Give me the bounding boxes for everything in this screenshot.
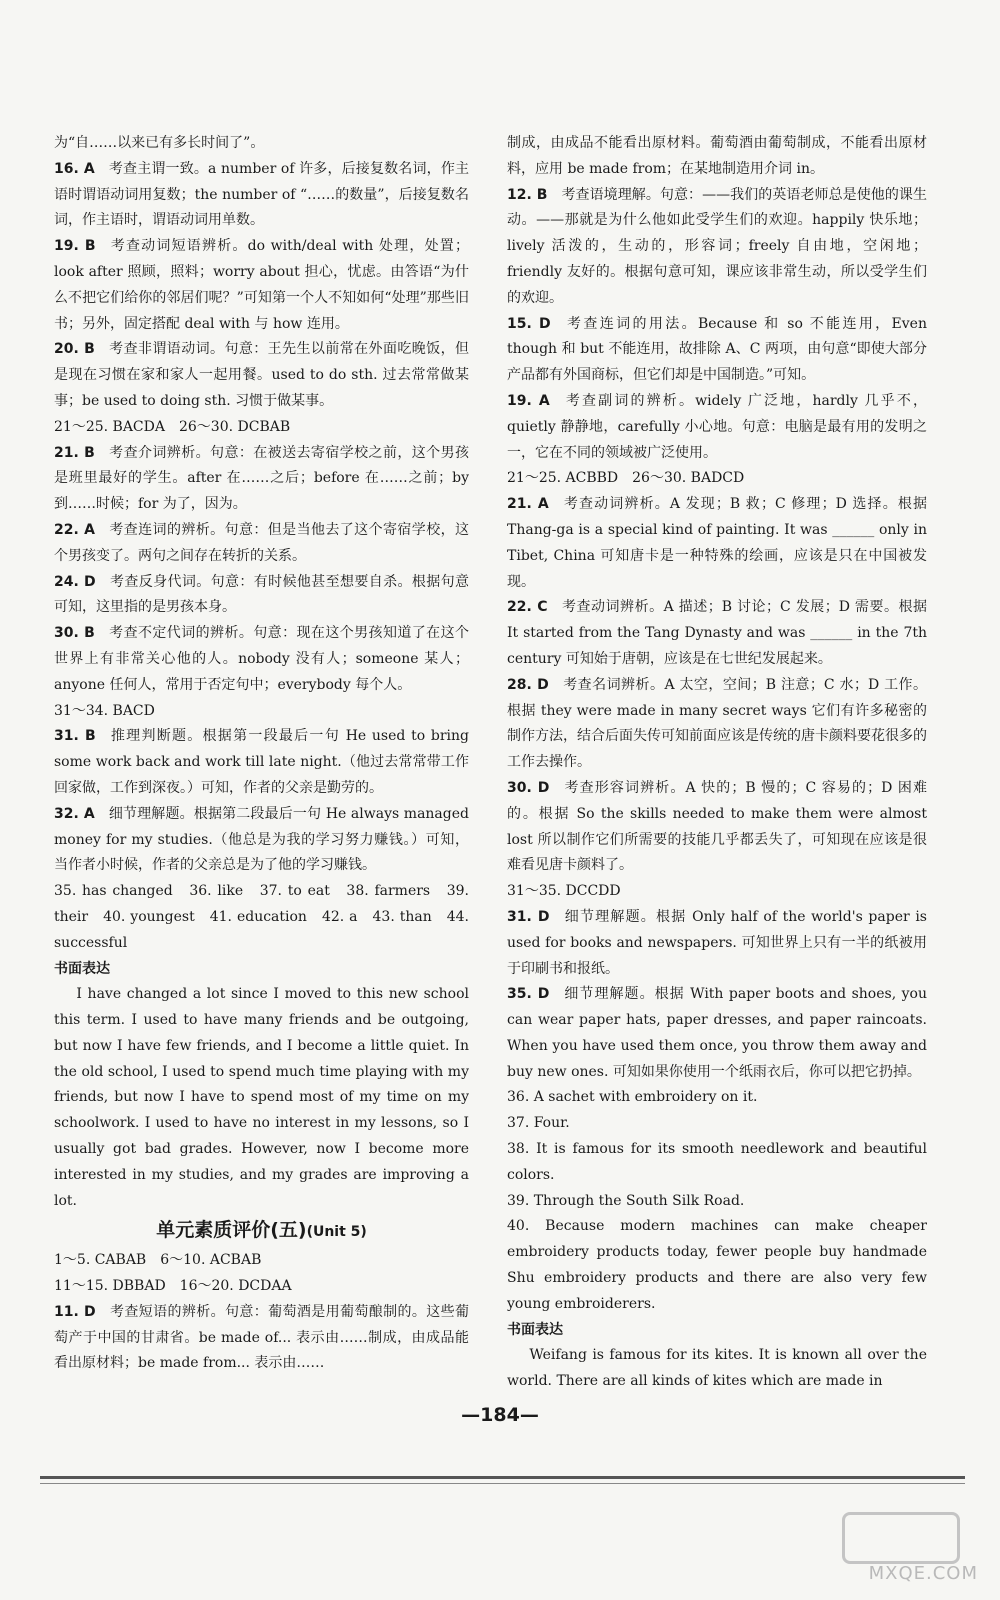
- answer-item: [54, 518, 469, 570]
- answer-explanation: 细节理解题。根据 Only half of the world's paper is used for books and newspapers. 可知世界上只有一半的纸被用于印刷书和报纸。: [507, 908, 927, 977]
- question-number: 21. A: [507, 496, 549, 513]
- section-subheading: 书面表达: [507, 1321, 563, 1338]
- answer-item: [507, 776, 927, 879]
- answer-explanation: 细节理解题。根据 With paper boots and shoes, you can wear paper hats, paper dresses, and paper raincoats. When you have used them once, you throw them away and buy new ones. 可知如果你使用一个纸雨衣后，你可以把它扔掉。: [507, 986, 928, 1080]
- question-number: 20. B: [54, 341, 95, 358]
- answer-line: 31～34. BACD: [54, 702, 155, 719]
- answer-explanation: 细节理解题。根据第二段最后一句 He always managed money for my studies.（他总是为我的学习努力赚钱。）可知，当作者小时候，作者的父亲总是为了他的学习赚钱。: [54, 805, 469, 874]
- answer-item: [54, 441, 469, 518]
- question-number: 15. D: [507, 315, 551, 332]
- question-number: 31. D: [507, 908, 550, 925]
- answer-explanation: 推理判断题。根据第一段最后一句 He used to bring some work back and work till late night.（他过去常常带工作回家做，工作到深夜。）可知，作者的父亲是勤劳的。: [54, 728, 469, 796]
- answer-explanation: 考查非谓语动词。句意：王先生以前常在外面吃晚饭，但是现在习惯在家和家人一起用餐。used to do sth. 过去常常做某事；be used to doing sth. 习惯于做某事。: [54, 341, 469, 409]
- answer-item: [507, 595, 927, 672]
- answer-line: 1～5. CABAB 6～10. ACBAB: [54, 1252, 262, 1269]
- answer-explanation: 考查不定代词的辨析。句意：现在这个男孩知道了在这个世界上有非常关心他的人。nobody 没有人；someone 某人；anyone 任何人，常用于否定句中；everybody 每个人。: [54, 625, 469, 693]
- section-title-text: 单元素质评价(五): [156, 1219, 307, 1242]
- answer-item: [54, 1300, 469, 1377]
- section-subheading: 书面表达: [54, 960, 110, 977]
- essay-paragraph: Weifang is famous for its kites. It is known all over the world. There are all kinds of kites which are made in: [507, 1347, 927, 1390]
- answer-line: 38. It is famous for its smooth needlework and beautiful colors.: [507, 1141, 927, 1183]
- answer-item: [54, 724, 469, 801]
- answer-line: 40. Because modern machines can make cheaper embroidery products today, fewer people buy handmade Shu embroidery products and there are also very few young embroiderers.: [507, 1218, 927, 1312]
- answer-line: 39. Through the South Silk Road.: [507, 1192, 745, 1209]
- answer-explanation: 考查短语的辨析。句意：葡萄酒是用葡萄酿制的。这些葡萄产于中国的甘肃省。be made of... 表示由……制成，由成品能看出原材料；be made from... 表示由……: [54, 1303, 470, 1372]
- answer-explanation: 考查形容词辨析。A 快的；B 慢的；C 容易的；D 困难的。根据 So the skills needed to make them were almost lost 所以制作它们所需要的技能几乎都丢失了，可知现在应该是很难看见唐卡颜料了。: [507, 779, 928, 874]
- answer-line: 21～25. BACDA 26～30. DCBAB: [54, 418, 291, 435]
- answer-item: [54, 157, 469, 234]
- question-number: 30. D: [507, 779, 550, 796]
- answer-explanation: 考查名词辨析。A 太空，空间；B 注意；C 水；D 工作。根据 they were made in many secret ways 它们有许多秘密的制作方法，结合后面失传可知前面应该是传统的唐卡颜料要花很多的工作去操作。: [507, 676, 928, 771]
- answer-explanation: 考查连词的用法。Because 和 so 不能连用，Even though 和 but 不能连用，故排除 A、C 两项，由句意“即使大部分产品都有外国商标，但它们却是中国制造。”可知。: [507, 315, 927, 384]
- watermark: [828, 1512, 978, 1584]
- question-number: 21. B: [54, 444, 95, 461]
- answer-line: 36. A sachet with embroidery on it.: [507, 1089, 758, 1106]
- answer-line: 31～35. DCCDD: [507, 883, 621, 900]
- question-number: 28. D: [507, 676, 549, 693]
- answer-line: 35. has changed 36. like 37. to eat 38. farmers 39. their 40. youngest 41. education 42. a 43. than 44. successful: [54, 883, 469, 951]
- section-title-unit: (Unit 5): [306, 1224, 367, 1241]
- question-number: 19. A: [507, 392, 550, 409]
- answer-line: 21～25. ACBBD 26～30. BADCD: [507, 470, 745, 487]
- question-number: 22. A: [54, 521, 95, 538]
- watermark-text: MXQE.COM: [868, 1563, 978, 1584]
- answer-item: [507, 492, 927, 595]
- answer-item: [54, 570, 469, 622]
- section-title: [54, 1218, 469, 1246]
- question-number: 22. C: [507, 599, 548, 616]
- bottom-rule: [40, 1476, 965, 1479]
- question-number: 11. D: [54, 1303, 96, 1320]
- answer-item: [507, 389, 927, 466]
- answer-item: [54, 621, 469, 698]
- answer-explanation: 考查动词短语辨析。do with/deal with 处理，处置；look after 照顾，照料；worry about 担心，忧虑。由答语“为什么不把它们给你的邻居们呢？”可知第一个人不知如何“处理”那些旧书；另外，固定搭配 deal with 与 how 连用。: [54, 238, 469, 332]
- bottom-rule-thin: [40, 1483, 965, 1484]
- answer-line: 37. Four.: [507, 1115, 570, 1132]
- question-number: 30. B: [54, 625, 95, 642]
- question-number: 35. D: [507, 986, 550, 1003]
- answer-item: [507, 312, 927, 389]
- answer-item: [507, 183, 927, 312]
- question-number: 32. A: [54, 805, 95, 822]
- answer-explanation: 考查介词辨析。句意：在被送去寄宿学校之前，这个男孩是班里最好的学生。after 在……之后；before 在……之前；by 到……时候；for 为了，因为。: [54, 444, 469, 513]
- answer-explanation: 考查连词的辨析。句意：但是当他去了这个寄宿学校，这个男孩变了。两句之间存在转折的关系。: [54, 521, 470, 564]
- left-column: [54, 131, 469, 1377]
- question-number: 16. A: [54, 160, 95, 177]
- answer-item: [507, 982, 927, 1085]
- answer-line: 11～15. DBBAD 16～20. DCDAA: [54, 1278, 292, 1295]
- answer-explanation: 考查动词辨析。A 发现；B 救；C 修理；D 选择。根据 Thang-ga is a special kind of painting. It was ______ only in Tibet, China 可知唐卡是一种特殊的绘画，应该是只在中国被发现。: [507, 496, 927, 590]
- question-number: 31. B: [54, 728, 96, 745]
- answer-explanation: 考查副词的辨析。widely 广泛地，hardly 几乎不，quietly 静静地，carefully 小心地。句意：电脑是最有用的发明之一，它在不同的领域被广泛使用。: [507, 392, 927, 461]
- question-number: 24. D: [54, 573, 96, 590]
- question-number: 19. B: [54, 238, 96, 255]
- answer-item: [54, 802, 469, 879]
- question-number: 12. B: [507, 186, 548, 203]
- watermark-logo: [842, 1512, 960, 1564]
- right-column: [507, 131, 927, 1395]
- answer-item: [507, 673, 927, 776]
- answer-line: 为“自……以来已有多长时间了”。: [54, 135, 265, 151]
- answer-line: 制成，由成品不能看出原材料。葡萄酒由葡萄制成，不能看出原材料，应用 be made from；在某地制造用介词 in。: [507, 135, 927, 177]
- answer-explanation: 考查语境理解。句意：——我们的英语老师总是使他的课生动。——那就是为什么他如此受学生们的欢迎。happily 快乐地；lively 活泼的，生动的，形容词；freely 自由地，空闲地；friendly 友好的。根据句意可知，课应该非常生动，所以受学生们的欢迎。: [507, 186, 927, 306]
- answer-explanation: 考查动词辨析。A 描述；B 讨论；C 发展；D 需要。根据 It started from the Tang Dynasty and was ______ in the 7th century 可知始于唐朝，应该是在七世纪发展起来。: [507, 599, 927, 667]
- essay-paragraph: I have changed a lot since I moved to this new school this term. I used to have many friends and be outgoing, but now I have few friends, and I become a little quiet. In the old school, I used to spend much time playing with my friends, but now I have to spend most of my time on my schoolwork. I used to have no interest in my lessons, so I usually got bad grades. However, now I become more interested in my studies, and my grades are improving a lot.: [54, 986, 469, 1209]
- answer-explanation: 考查反身代词。句意：有时候他甚至想要自杀。根据句意可知，这里指的是男孩本身。: [54, 573, 470, 616]
- answer-explanation: 考查主谓一致。a number of 许多，后接复数名词，作主语时谓语动词用复数；the number of “……的数量”，后接复数名词，作主语时，谓语动词用单数。: [54, 160, 469, 229]
- page-number: —184—: [461, 1404, 539, 1426]
- answer-item: [54, 234, 469, 337]
- answer-item: [507, 905, 927, 982]
- answer-item: [54, 337, 469, 414]
